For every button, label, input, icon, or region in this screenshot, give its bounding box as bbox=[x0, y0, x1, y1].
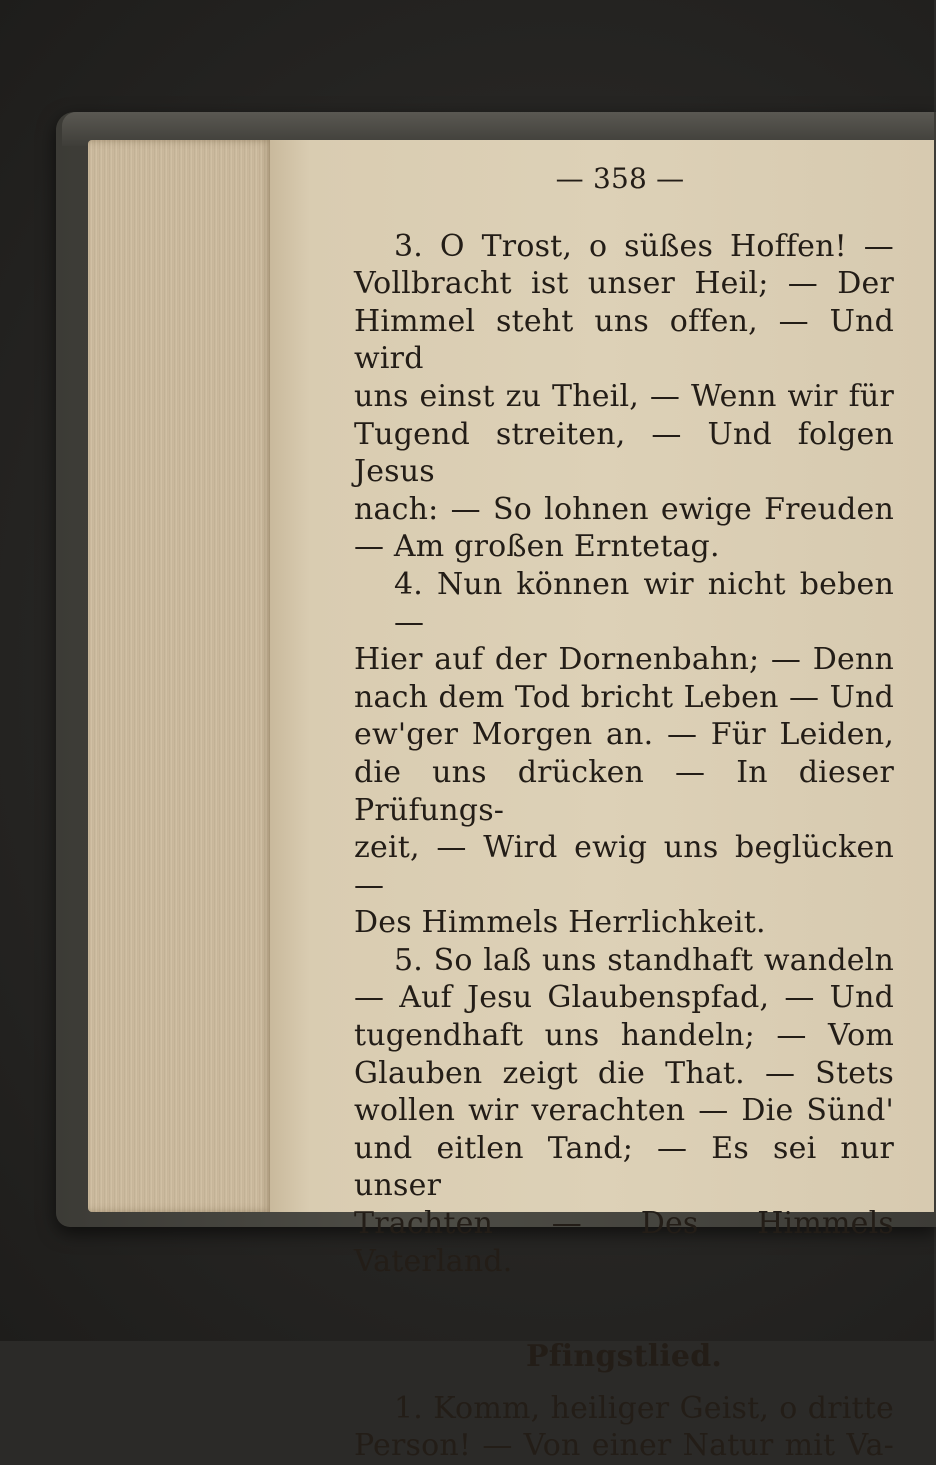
page-edges bbox=[88, 140, 274, 1212]
text-line: 3. O Trost, o süßes Hoffen! — bbox=[394, 228, 894, 264]
text-line: die uns drücken — In dieser Prüfungs- bbox=[354, 754, 894, 828]
text-line: zeit, — Wird ewig uns beglücken — bbox=[354, 830, 894, 903]
text-line: — Auf Jesu Glaubenspfad, — Und bbox=[354, 980, 894, 1016]
text-line: — Am großen Erntetag. bbox=[354, 529, 720, 565]
text-line: Glauben zeigt die That. — Stets bbox=[354, 1055, 894, 1091]
text-line: Vollbracht ist unser Heil; — Der bbox=[354, 266, 894, 302]
text-line: Des Himmels Herrlichkeit. bbox=[354, 905, 766, 941]
text-line: 1. Komm, heiliger Geist, o dritte bbox=[394, 1390, 894, 1426]
text-line: nach: — So lohnen ewige Freuden bbox=[354, 491, 894, 527]
text-line: Hier auf der Dornenbahn; — Denn bbox=[354, 642, 894, 678]
song-verse-1 bbox=[354, 1390, 894, 1465]
text-line: und eitlen Tand; — Es sei nur unser bbox=[354, 1130, 894, 1204]
verse-4 bbox=[354, 566, 894, 942]
text-line: uns einst zu Theil, — Wenn wir für bbox=[354, 378, 894, 414]
text-line: ew'ger Morgen an. — Für Leiden, bbox=[354, 717, 894, 753]
text-line: Tugend streiten, — Und folgen Jesus bbox=[354, 416, 894, 490]
text-line: 4. Nun können wir nicht beben — bbox=[394, 566, 894, 640]
verse-5 bbox=[354, 942, 894, 1280]
text-line: Trachten — Des Himmels Vaterland. bbox=[354, 1206, 894, 1279]
page-number: — 358 — bbox=[555, 162, 685, 195]
text-line: tugendhaft uns handeln; — Vom bbox=[354, 1018, 894, 1054]
text-line: Himmel steht uns offen, — Und wird bbox=[354, 303, 894, 377]
song-heading: Pfingstlied. bbox=[525, 1339, 723, 1375]
text-line: Person! — Von einer Natur mit Va- bbox=[354, 1428, 894, 1464]
text-line: 5. So laß uns standhaft wandeln bbox=[394, 942, 894, 978]
verse-3 bbox=[354, 228, 894, 566]
page-text bbox=[354, 160, 894, 1465]
text-line: wollen wir verachten — Die Sünd' bbox=[354, 1093, 894, 1129]
text-line: nach dem Tod bricht Leben — Und bbox=[354, 679, 894, 715]
